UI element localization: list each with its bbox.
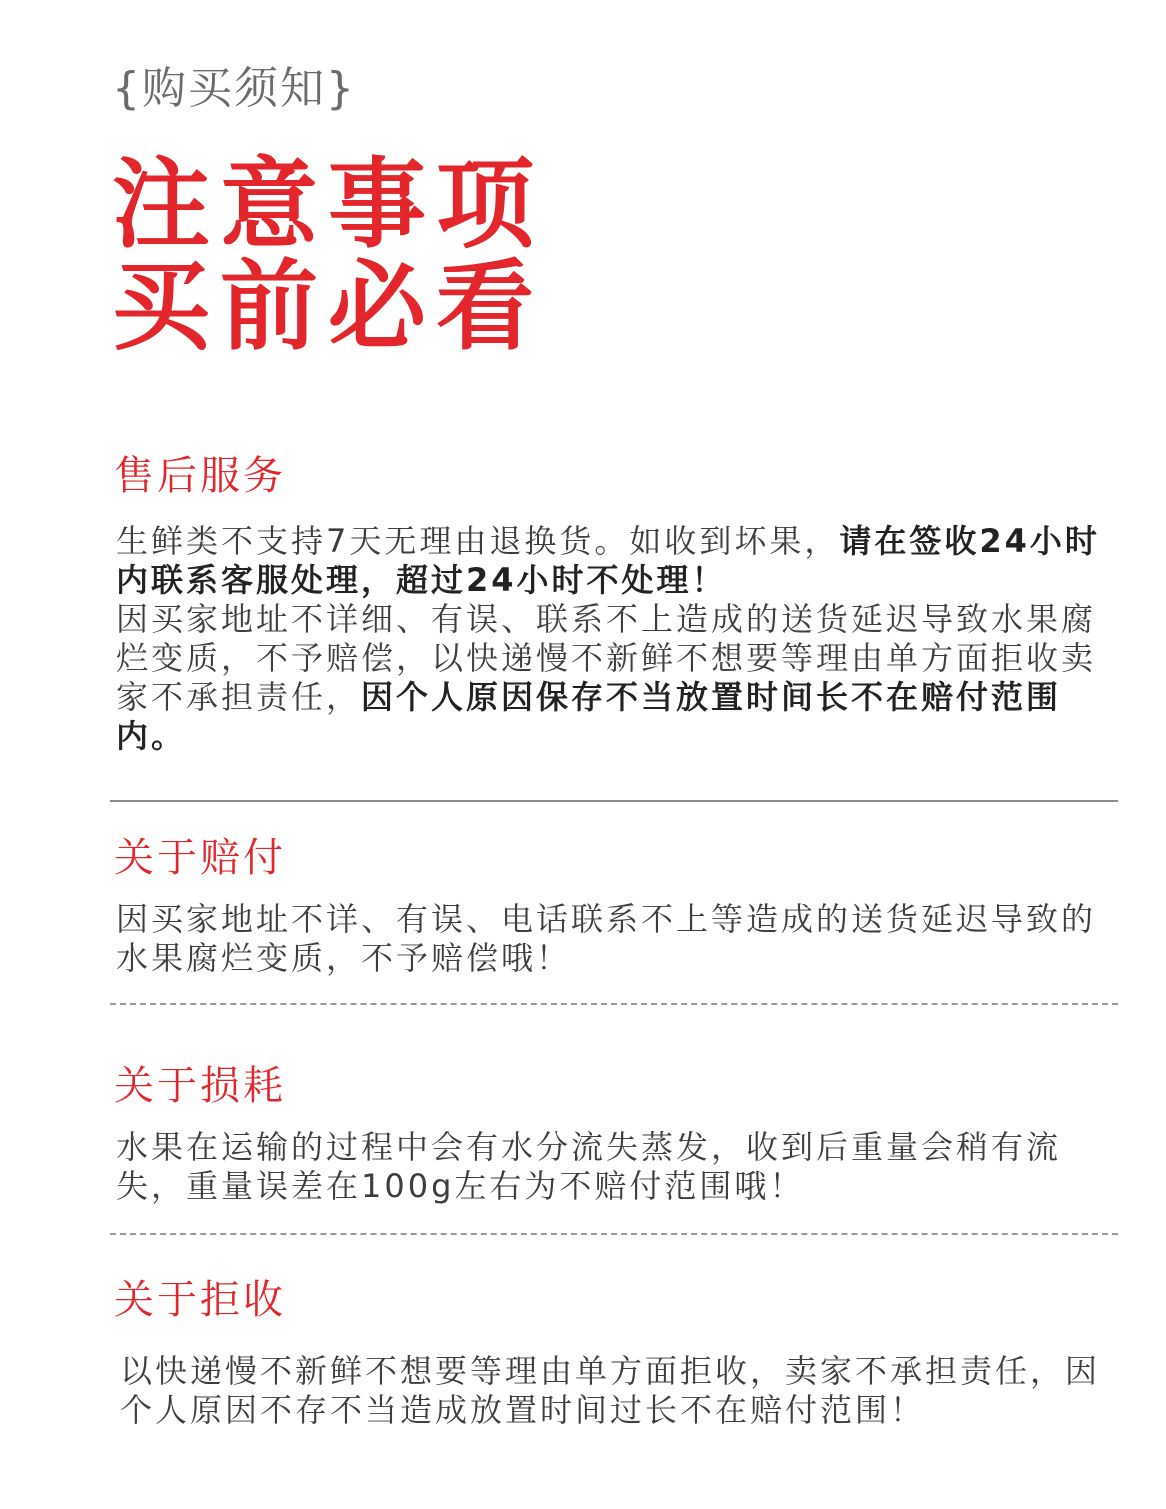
section-divider — [110, 800, 1118, 802]
section-divider-dashed — [110, 1003, 1118, 1005]
section-body-rejection: 以快递慢不新鲜不想要等理由单方面拒收，卖家不承担责任，因个人原因不存不当造成放置时间过长不在赔付范围！ — [120, 1352, 1101, 1429]
section-title-loss: 关于损耗 — [114, 1063, 286, 1109]
section-body-compensation: 因买家地址不详、有误、电话联系不上等造成的送货延迟导致的水果腐烂变质，不予赔偿哦！ — [116, 900, 1097, 977]
headline-line-2: 买前必看 — [112, 250, 545, 364]
section-divider-dashed — [110, 1233, 1118, 1235]
after-sales-text-2: 因买家地址不详细、有误、联系不上造成的送货延迟导致水果腐烂变质，不予赔偿，以快递慢不新鲜不想要等理由单方面拒收卖家不承担责任， — [116, 600, 1097, 716]
section-title-compensation: 关于赔付 — [114, 835, 286, 881]
section-title-after-sales: 售后服务 — [114, 453, 286, 499]
after-sales-bold-1: 请在签收24小时内联系客服处理，超过24小时不处理！ — [116, 522, 1100, 599]
after-sales-bold-2: 因个人原因保存不当放置时间长不在赔付范围内。 — [116, 678, 1062, 755]
section-body-loss: 水果在运输的过程中会有水分流失蒸发，收到后重量会稍有流失，重量误差在100g左右为不赔付范围哦！ — [116, 1128, 1062, 1205]
after-sales-text-1: 生鲜类不支持7天无理由退换货。如收到坏果， — [116, 522, 840, 560]
section-title-rejection: 关于拒收 — [114, 1277, 286, 1323]
section-body-after-sales — [116, 522, 1116, 756]
headline-line-1: 注意事项 — [112, 148, 545, 262]
notice-subtitle: {购买须知} — [112, 63, 356, 114]
